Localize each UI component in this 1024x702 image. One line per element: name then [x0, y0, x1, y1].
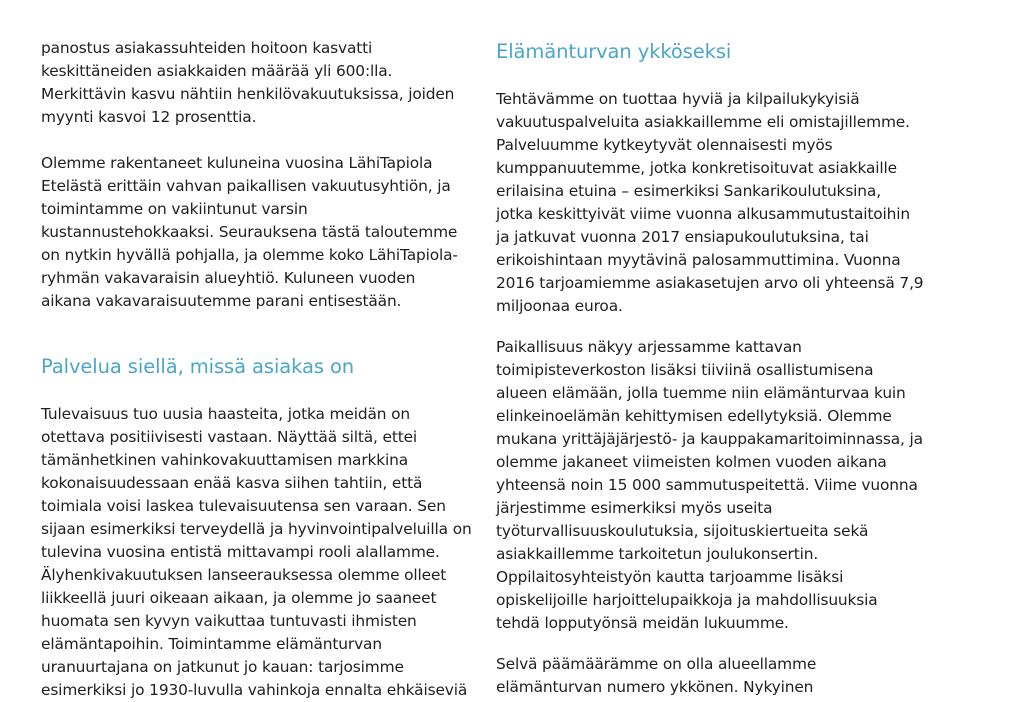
text-line: tehdä lopputyönsä meidän lukuumme.: [496, 614, 789, 632]
text-line: Etelästä erittäin vahvan paikallisen vakuutusyhtiön, ja: [41, 177, 451, 195]
text-line: otettava positiivisesti vastaan. Näyttää siltä, ettei: [41, 428, 418, 446]
text-line: asiakkaillemme tarkoitetun joulukonsertin.: [496, 545, 819, 563]
section-heading-elamanturvan: Elämänturvan ykköseksi: [496, 40, 732, 63]
text-line: myynti kasvoi 12 prosenttia.: [41, 108, 257, 126]
text-line: vakuutuspalveluita asiakkaillemme eli omistajillemme.: [496, 113, 910, 131]
text-line: Tulevaisuus tuo uusia haasteita, jotka meidän on: [41, 405, 410, 423]
right-paragraph-3: [496, 653, 816, 699]
text-line: järjestimme esimerkiksi myös useita: [496, 499, 773, 517]
text-line: uranuurtajana on jatkunut jo kauan: tarjosimme: [41, 658, 404, 676]
text-line: elinkeinoelämän kehittymisen edellytyksiä. Olemme: [496, 407, 892, 425]
text-line: aikana vakavaraisuutemme parani entisestään.: [41, 292, 402, 310]
text-line: elämäntapoihin. Toimintamme elämänturvan: [41, 635, 382, 653]
text-line: työturvallisuuskoulutuksia, sijoituskiertueita sekä: [496, 522, 869, 540]
text-line: esimerkiksi jo 1930-luvulla vahinkoja ennalta ehkäiseviä: [41, 681, 468, 699]
text-line: on nytkin hyvällä pohjalla, ja olemme koko LähiTapiola-: [41, 246, 458, 264]
text-line: Merkittävin kasvu nähtiin henkilövakuutuksissa, joiden: [41, 85, 455, 103]
text-line: tämänhetkinen vahinkovakuuttamisen markkina: [41, 451, 409, 469]
text-line: jotka keskittyivät viime vuonna alkusammutustaitoihin: [496, 205, 910, 223]
text-line: toimintamme on vakiintunut varsin: [41, 200, 308, 218]
text-line: 2016 tarjoamiemme asiakasetujen arvo oli yhteensä 7,9: [496, 274, 924, 292]
text-line: toimiala voisi laskea tulevaisuutensa sen varaan. Sen: [41, 497, 446, 515]
text-line: tulevina vuosina entistä mittavampi rooli alallamme.: [41, 543, 440, 561]
right-paragraph-2: [496, 336, 923, 635]
left-paragraph-2: [41, 152, 458, 313]
text-line: Palveluumme kytkeytyvät olennaisesti myös: [496, 136, 833, 154]
text-line: kumppanuutemme, jotka konkretisoituvat asiakkaille: [496, 159, 897, 177]
text-line: sijaan esimerkiksi terveydellä ja hyvinvointipalveluilla on: [41, 520, 472, 538]
text-line: yhteensä noin 15 000 sammutuspeitettä. Viime vuonna: [496, 476, 918, 494]
right-paragraph-1: [496, 88, 923, 318]
text-line: Oppilaitosyhteistyön kautta tarjoamme lisäksi: [496, 568, 844, 586]
text-line: keskittäneiden asiakkaiden määrää yli 600:lla.: [41, 62, 393, 80]
left-paragraph-1: [41, 37, 454, 129]
text-line: olemme jakaneet viimeisten kolmen vuoden aikana: [496, 453, 887, 471]
text-line: mukana yrittäjäjärjestö- ja kauppakamaritoiminnassa, ja: [496, 430, 923, 448]
text-line: opiskelijoille harjoittelupaikkoja ja mahdollisuuksia: [496, 591, 878, 609]
text-line: huomata sen kyvyn vaikuttaa tuntuvasti ihmisten: [41, 612, 417, 630]
text-line: elämänturvan numero ykkönen. Nykyinen: [496, 678, 814, 696]
text-line: Tehtävämme on tuottaa hyviä ja kilpailukykyisiä: [496, 90, 860, 108]
text-line: erilaisina etuina – esimerkiksi Sankarikoulutuksina,: [496, 182, 881, 200]
text-line: ja jatkuvat vuonna 2017 ensiapukoulutuksina, tai: [496, 228, 869, 246]
text-line: panostus asiakassuhteiden hoitoon kasvatti: [41, 39, 373, 57]
text-line: Selvä päämäärämme on olla alueellamme: [496, 655, 817, 673]
text-line: kustannustehokkaaksi. Seurauksena tästä taloutemme: [41, 223, 458, 241]
text-line: liikkeellä juuri oikeaan aikaan, ja olemme jo saaneet: [41, 589, 437, 607]
left-paragraph-3: [41, 403, 472, 702]
text-line: Älyhenkivakuutuksen lanseerauksessa olemme olleet: [41, 566, 447, 584]
text-line: ryhmän vakavaraisin alueyhtiö. Kuluneen vuoden: [41, 269, 416, 287]
text-line: kokonaisuudessaan enää kasva siihen tahtiin, että: [41, 474, 423, 492]
text-line: toimipisteverkoston lisäksi tiiviinä osallistumisena: [496, 361, 874, 379]
text-line: alueen elämään, jolla tuemme niin elämänturvaa kuin: [496, 384, 906, 402]
text-line: Paikallisuus näkyy arjessamme kattavan: [496, 338, 802, 356]
text-line: Olemme rakentaneet kuluneina vuosina LähiTapiola: [41, 154, 433, 172]
text-line: miljoonaa euroa.: [496, 297, 623, 315]
section-heading-palvelua: Palvelua siellä, missä asiakas on: [41, 355, 355, 378]
text-line: erikoishintaan myytävinä palosammuttimina. Vuonna: [496, 251, 901, 269]
